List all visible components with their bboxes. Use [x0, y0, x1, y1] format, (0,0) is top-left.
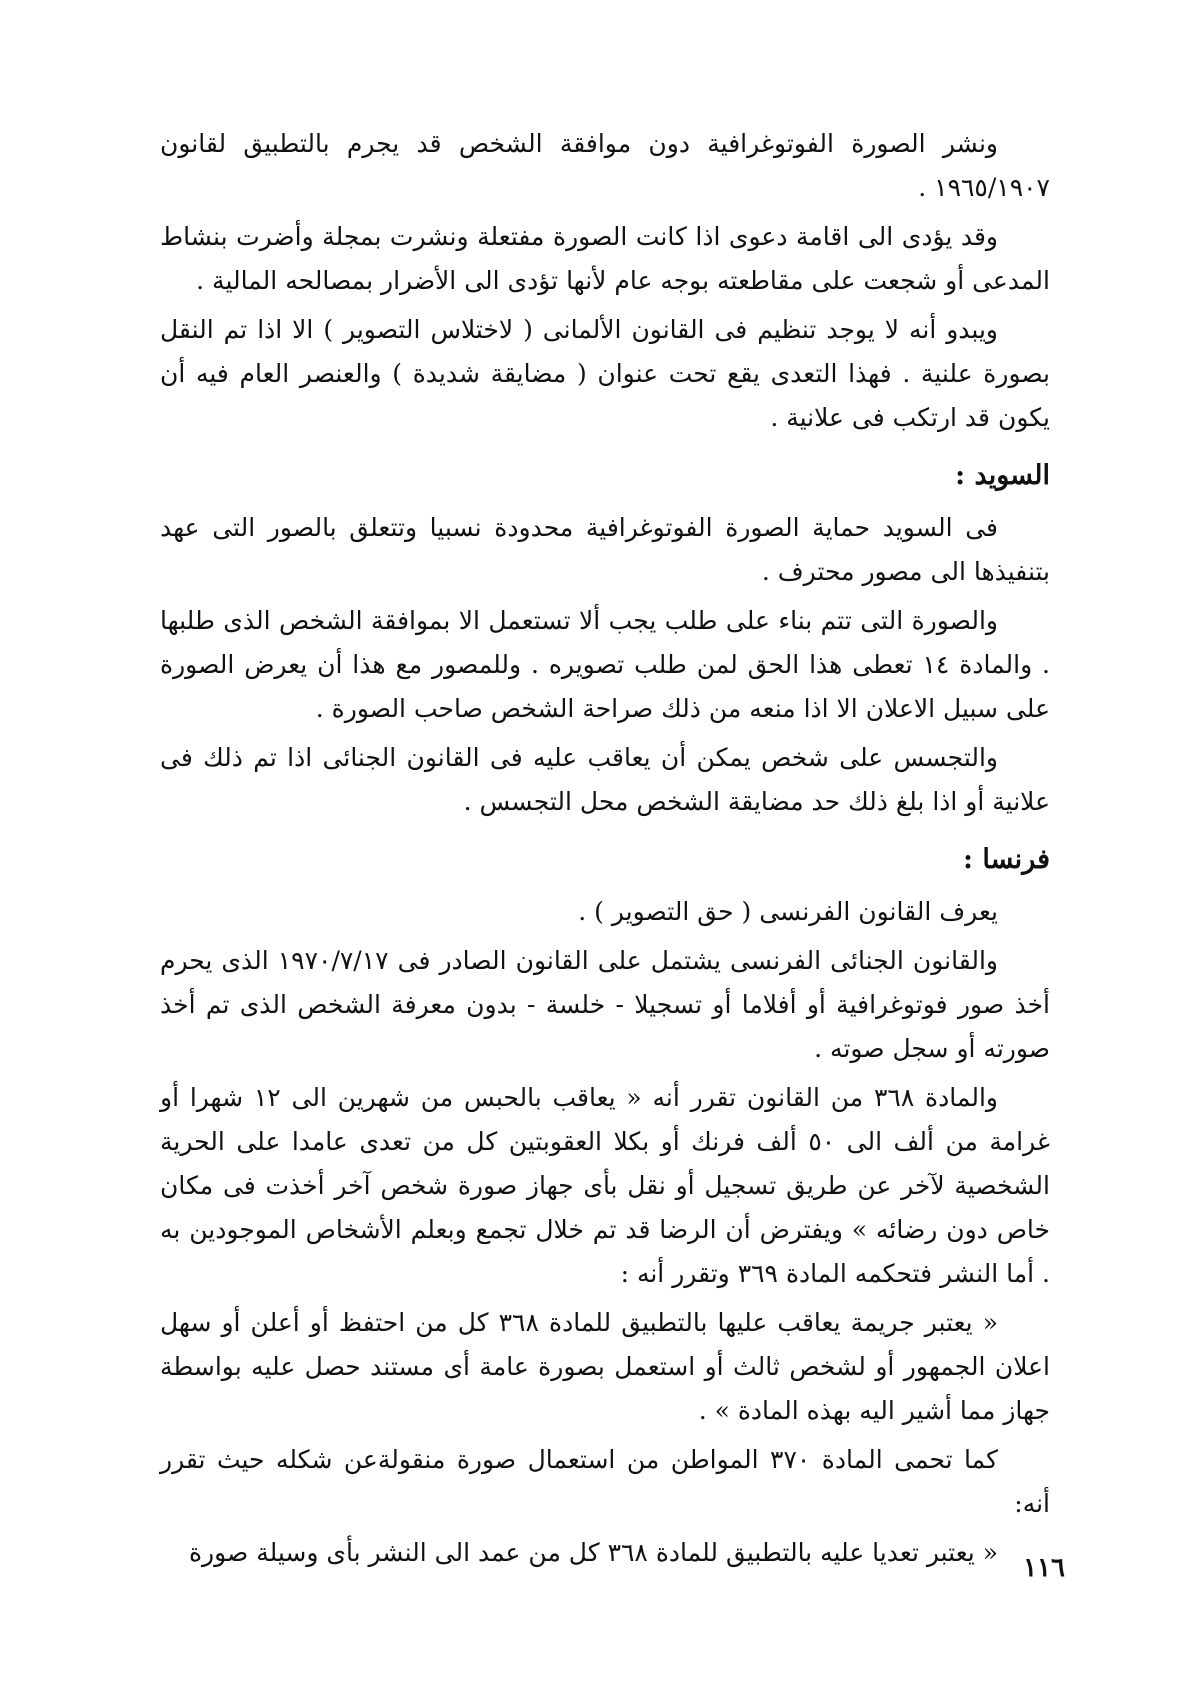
paragraph: والتجسس على شخص يمكن أن يعاقب عليه فى القانون الجنائى اذا تم ذلك فى علانية أو اذا بلغ ذلك حد مضايقة الشخص محل التجسس .	[160, 743, 1050, 816]
paragraph: وقد يؤدى الى اقامة دعوى اذا كانت الصورة مفتعلة ونشرت بمجلة وأضرت بنشاط المدعى أو شجعت على مقاطعته بوجه عام لأنها تؤدى الى الأضرار بمصالحه المالية .	[160, 222, 1050, 295]
paragraph: فى السويد حماية الصورة الفوتوغرافية محدودة نسبيا وتتعلق بالصور التى عهد بتنفيذها الى مصور محترف .	[160, 513, 1050, 586]
paragraph: والصورة التى تتم بناء على طلب يجب ألا تستعمل الا بموافقة الشخص الذى طلبها . والمادة ١٤ تعطى هذا الحق لمن طلب تصويره . وللمصور مع هذا أن يعرض الصورة على سبيل الاعلان الا اذا منعه من ذلك صراحة الشخص صاحب الصورة .	[160, 606, 1051, 723]
page-body	[160, 122, 1050, 1580]
paragraph: والمادة ٣٦٨ من القانون تقرر أنه « يعاقب بالحبس من شهرين الى ١٢ شهرا أو غرامة من ألف الى ٥٠ ألف فرنك أو بكلا العقوبتين كل من تعدى عامدا على الحرية الشخصية لآخر عن طريق تسجيل أو نقل بأى جهاز صورة شخص آخر أخذت فى مكان خاص دون رضائه » ويفترض أن الرضا قد تم خلال تجمع وبعلم الأشخاص الموجودين به . أما النشر فتحكمه المادة ٣٦٩ وتقرر أنه :	[160, 1083, 1050, 1288]
paragraph: ونشر الصورة الفوتوغرافية دون موافقة الشخص قد يجرم بالتطبيق لقانون ١٩٦٥/١٩٠٧ .	[160, 129, 1050, 202]
paragraph: والقانون الجنائى الفرنسى يشتمل على القانون الصادر فى ١٩٧٠/٧/١٧ الذى يحرم أخذ صور فوتوغرافية أو أفلاما أو تسجيلا - خلسة - بدون معرفة الشخص الذى تم أخذ صورته أو سجل صوته .	[160, 946, 1050, 1063]
paragraph: كما تحمى المادة ٣٧٠ المواطن من استعمال صورة منقولةعن شكله حيث تقرر أنه:	[160, 1445, 1050, 1518]
paragraph: ويبدو أنه لا يوجد تنظيم فى القانون الألمانى ( لاختلاس التصوير ) الا اذا تم النقل بصورة علنية . فهذا التعدى يقع تحت عنوان ( مضايقة شديدة ) والعنصر العام فيه أن يكون قد ارتكب فى علانية .	[160, 315, 1050, 432]
page-number: ١١٦	[1023, 1553, 1065, 1583]
paragraph: « يعتبر جريمة يعاقب عليها بالتطبيق للمادة ٣٦٨ كل من احتفظ أو أعلن أو سهل اعلان الجمهور أو لشخص ثالث أو استعمل بصورة عامة أى مستند حصل عليه بواسطة جهاز مما أشير اليه بهذه المادة » .	[160, 1308, 1050, 1425]
section-heading-sweden: السويد :	[955, 460, 1050, 491]
paragraph: « يعتبر تعديا عليه بالتطبيق للمادة ٣٦٨ كل من عمد الى النشر بأى وسيلة صورة	[188, 1538, 998, 1567]
paragraph: يعرف القانون الفرنسى ( حق التصوير ) .	[578, 897, 998, 926]
section-heading-france: فرنسا :	[963, 844, 1050, 875]
